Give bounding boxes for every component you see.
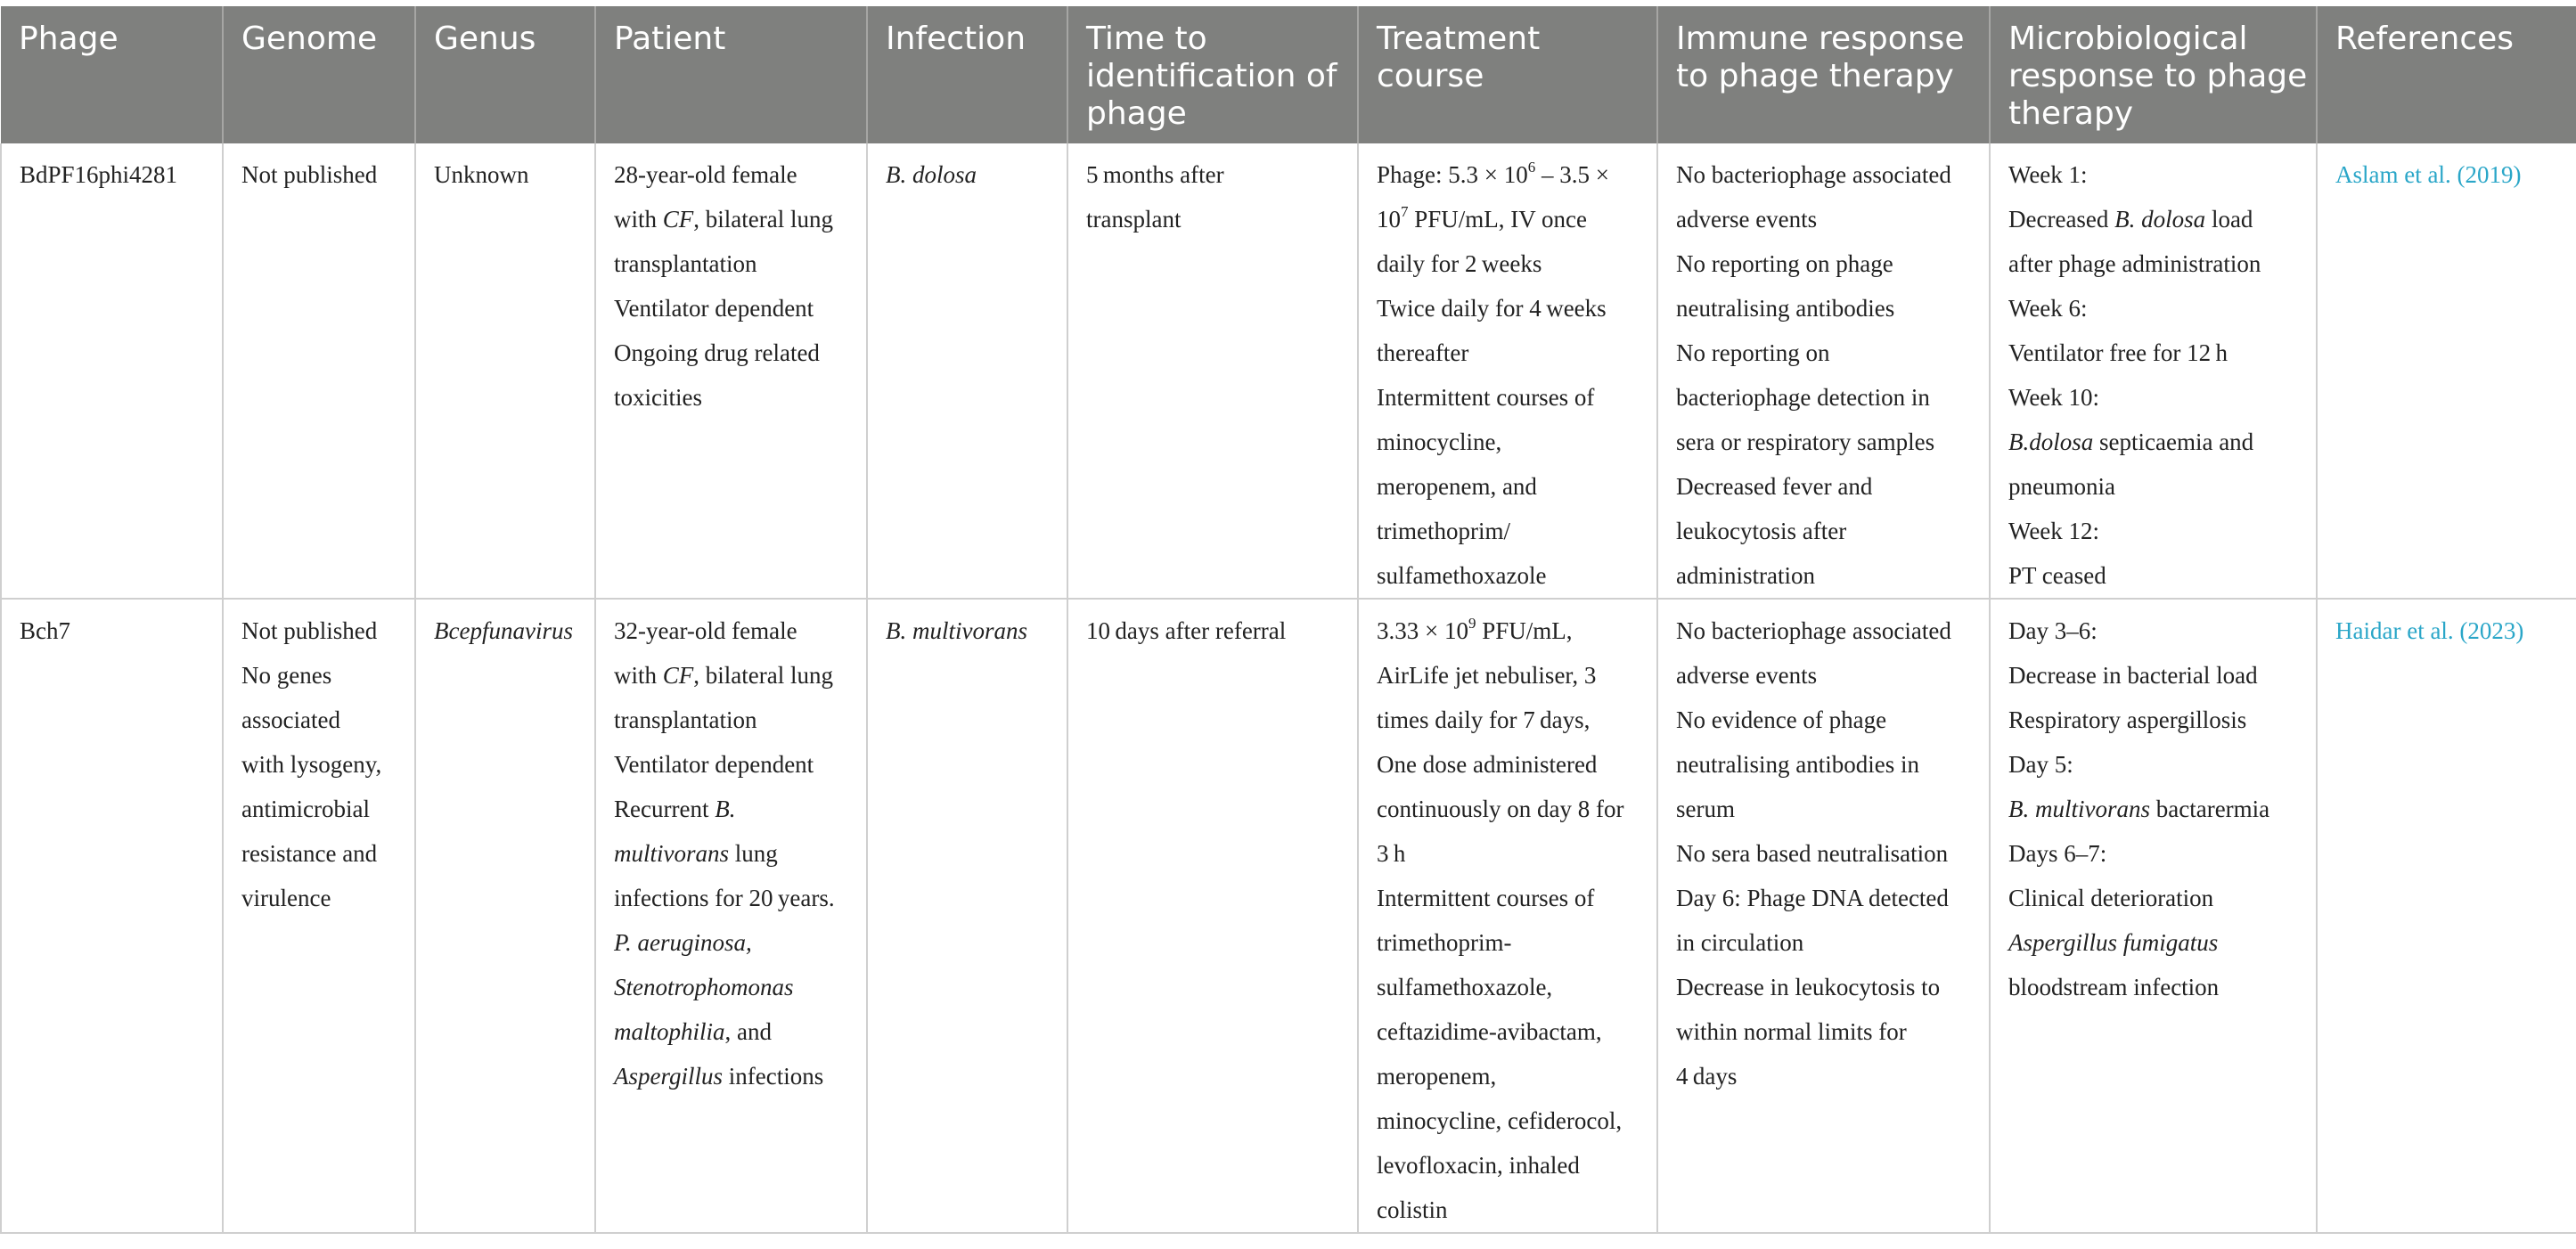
cell-microbiological-response: Day 3–6: Decrease in bacterial load Respiratory aspergillosis Day 5: B. multivorans bactarermia Days 6–7: Clinical deterioration Aspergillus fumigatus bloodstream infection: [1990, 599, 2317, 1233]
cell-genome: Not published No genes associated with lysogeny, antimicrobial resistance and virulence: [223, 599, 415, 1233]
header-time-to-identification: Time to identification of phage: [1067, 6, 1358, 143]
reference-link[interactable]: Haidar et al. (2023): [2335, 617, 2524, 644]
cell-reference: [2317, 143, 2576, 599]
header-phage: Phage: [1, 6, 223, 143]
cell-time-to-identification: 10 days after referral: [1067, 599, 1358, 1233]
cell-patient: 28-year-old female with CF, bilateral lung transplantation Ventilator dependent Ongoing drug related toxicities: [595, 143, 867, 599]
cell-patient: 32-year-old female with CF, bilateral lung transplantation Ventilator dependent Recurrent B. multivorans lung infections for 20 years. P. aeruginosa, Stenotrophomonas maltophilia, and Aspergillus infections: [595, 599, 867, 1233]
reference-link[interactable]: Aslam et al. (2019): [2335, 161, 2522, 188]
cell-genus: Bcepfunavirus: [415, 599, 595, 1233]
phage-therapy-table: [0, 6, 2576, 1234]
cell-reference: [2317, 599, 2576, 1233]
cell-microbiological-response: Week 1: Decreased B. dolosa load after phage administration Week 6: Ventilator free for 12 h Week 10: B.dolosa septicaemia and pneumonia Week 12: PT ceased: [1990, 143, 2317, 599]
header-microbiological-response: Microbiological response to phage therapy: [1990, 6, 2317, 143]
cell-immune-response: No bacteriophage associated adverse events No evidence of phage neutralising antibodies in serum No sera based neutralisation Day 6: Phage DNA detected in circulation Decrease in leukocytosis to within normal limits for 4 days: [1657, 599, 1990, 1233]
header-references: References: [2317, 6, 2576, 143]
cell-treatment-course: $3.33 \times 10^9$ PFU/mL, AirLife jet nebuliser, 3 times daily for 7 days, One dose administered continuously on day 8 for 3 h Intermittent courses of trimethoprim- sulfamethoxazole, ceftazidime-avibactam, meropenem, minocycline, cefiderocol, levofloxacin, inhaled colistin: [1358, 599, 1657, 1233]
header-infection: Infection: [867, 6, 1067, 143]
cell-phage: Bch7: [1, 599, 223, 1233]
cell-phage: BdPF16phi4281: [1, 143, 223, 599]
header-treatment-course: Treatment course: [1358, 6, 1657, 143]
cell-treatment-course: Phage: $5.3 \times 10^6 - 3.5$ × $10^7$ PFU/mL, IV once daily for 2 weeks Twice daily for 4 weeks thereafter Intermittent courses of minocycline, meropenem, and trimethoprim/ sulfamethoxazole: [1358, 143, 1657, 599]
cell-infection: B. dolosa: [867, 143, 1067, 599]
cell-infection: B. multivorans: [867, 599, 1067, 1233]
header-genome: Genome: [223, 6, 415, 143]
cell-genome: Not published: [223, 143, 415, 599]
cell-genus: Unknown: [415, 143, 595, 599]
header-immune-response: Immune response to phage therapy: [1657, 6, 1990, 143]
header-genus: Genus: [415, 6, 595, 143]
header-row: [1, 6, 2576, 143]
table-row: [1, 599, 2576, 1233]
cell-immune-response: No bacteriophage associated adverse events No reporting on phage neutralising antibodies No reporting on bacteriophage detection in sera or respiratory samples Decreased fever and leukocytosis after administration: [1657, 143, 1990, 599]
header-patient: Patient: [595, 6, 867, 143]
cell-time-to-identification: 5 months after transplant: [1067, 143, 1358, 599]
table-row: [1, 143, 2576, 599]
